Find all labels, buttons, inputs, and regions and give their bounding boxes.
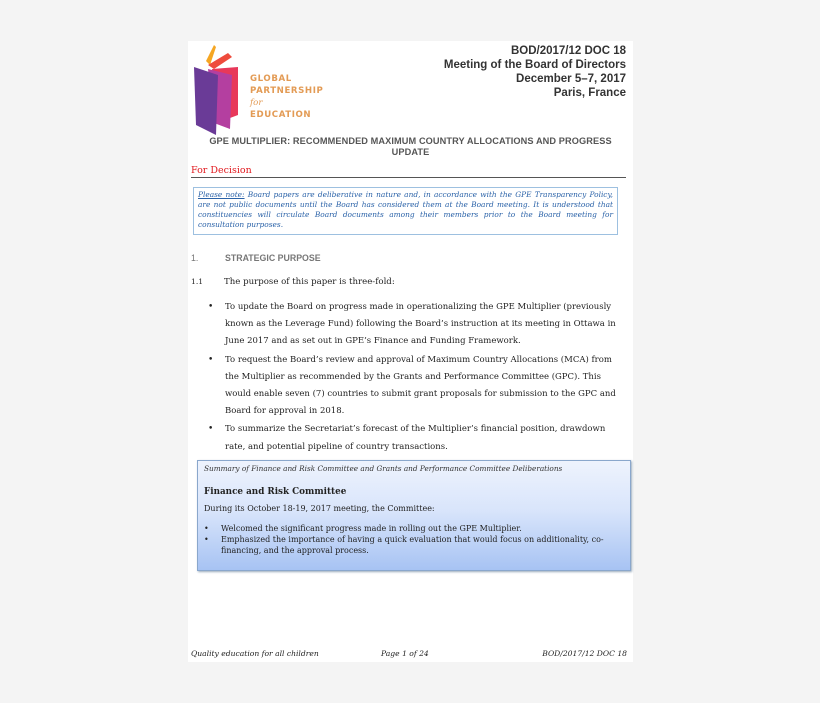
divider [191,177,626,178]
list-item: • To update the Board on progress made in operationalizing the GPE Multiplier (previously known as the Leverage Fund) following the Board’s instruction at its meeting in Ottawa in June 2017 and as set out in GPE’s Finance and Funding Framework. [208,299,623,351]
logo-line-education: EDUCATION [250,110,312,120]
logo-line-global: GLOBAL [250,74,292,84]
doc-reference: BOD/2017/12 DOC 18 [510,45,626,57]
paragraph-number: 1.1 [191,277,204,286]
section-number: 1. [191,253,199,263]
status-label: For Decision [191,165,252,176]
logo-line-partnership: PARTNERSHIP [250,86,324,96]
notice-lead: Please note: [198,190,245,199]
summary-lead: During its October 18-19, 2017 meeting, the Committee: [204,504,435,513]
document-title: GPE MULTIPLIER: RECOMMENDED MAXIMUM COUNTRY ALLOCATIONS AND PROGRESS UPDATE [209,136,612,157]
document-meta [444,44,626,100]
section-heading [191,253,321,263]
meeting-dates: December 5–7, 2017 [516,73,626,85]
list-item: • To request the Board’s review and approval of Maximum Country Allocations (MCA) from the Multiplier as recommended by the Grants and Performance Committee (GPC). This would enable seven (7) countries to submit grant proposals for submission to the GPC and Board for approval in 2018. [208,352,623,421]
list-item: • To summarize the Secretariat’s forecast of the Multiplier’s financial position, drawdown rate, and potential pipeline of country transactions. [208,421,623,455]
paragraph-1-1 [191,277,395,287]
committee-summary-box [197,460,631,571]
meeting-name: Meeting of the Board of Directors [443,59,626,71]
meeting-location: Paris, France [553,87,626,99]
document-page [188,41,633,662]
summary-caption: Summary of Finance and Risk Committee and Grants and Performance Committee Deliberations [204,464,563,473]
list-item: • Emphasized the importance of having a quick evaluation that would focus on additionality, co-financing, and the approval process. [204,534,624,556]
section-title: STRATEGIC PURPOSE [225,253,321,263]
logo-line-for: for [250,98,263,108]
paragraph-text: The purpose of this paper is three-fold: [224,277,395,287]
list-item: • Welcomed the significant progress made in rolling out the GPE Multiplier. [204,523,624,534]
page-footer [191,649,627,661]
gpe-logo [192,43,322,135]
book-icon [192,43,250,135]
notice-text: Board papers are deliberative in nature and, in accordance with the GPE Transparency Policy, are not public documents until the Board has considered them at the Board meeting. It is understood that constituencies will circulate Board documents among their members prior to the Board meeting for consultation purposes. [198,190,613,229]
footer-page-number: Page 1 of 24 [381,649,429,658]
logo-wordmark [250,73,323,121]
purpose-list [208,299,623,457]
footer-tagline: Quality education for all children [191,649,319,658]
summary-heading: Finance and Risk Committee [204,487,347,497]
summary-list [204,523,624,556]
transparency-notice [193,187,618,235]
footer-doc-ref: BOD/2017/12 DOC 18 [542,649,627,658]
